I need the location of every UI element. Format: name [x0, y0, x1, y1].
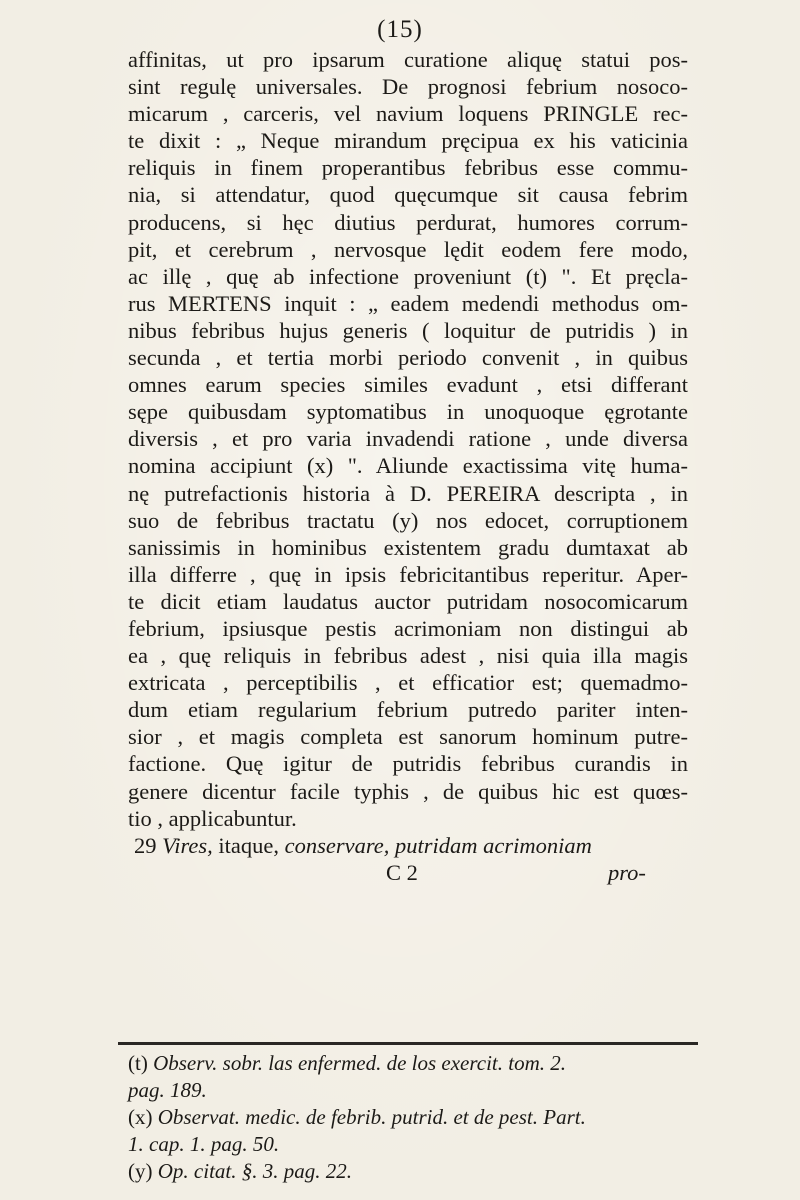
- section-number: 29: [134, 832, 157, 858]
- text-line: ea , quę reliquis in febribus adest , nisi quia illa magis: [128, 643, 688, 669]
- footnote-text: 1. cap. 1. pag. 50.: [128, 1132, 280, 1156]
- footnote-text: Op. citat. §. 3. pag. 22.: [157, 1159, 352, 1183]
- text-line: suo de febribus tractatu (y) nos edocet, corruptionem: [128, 507, 688, 533]
- text-line: nibus febribus hujus generis ( loquitur de putridis ) in: [128, 317, 688, 343]
- footnote-mark: (y): [128, 1159, 153, 1183]
- text-line: reliquis in finem properantibus febribus esse commu-: [128, 155, 688, 181]
- catchword: pro-: [608, 859, 646, 885]
- text-line: nomina accipiunt (x) ". Aliunde exactissima vitę huma-: [128, 453, 688, 479]
- text-line: tio , applicabuntur.: [128, 805, 297, 831]
- text-line: sint regulę universales. De prognosi febrium nosoco-: [128, 74, 688, 100]
- footnote-text: Observ. sobr. las enfermed. de los exercit. tom. 2.: [153, 1051, 567, 1075]
- signature-line: [128, 859, 688, 886]
- text-line: te dixit : „ Neque mirandum pręcipua ex his vaticinia: [128, 128, 688, 154]
- section-italic-vires: Vires,: [162, 832, 213, 858]
- text-line: illa differre , quę in ipsis febricitantibus reperitur. Aper-: [128, 561, 688, 587]
- footnote-mark: (t): [128, 1051, 148, 1075]
- text-line: nia, si attendatur, quod quęcumque sit causa febrim: [128, 182, 688, 208]
- text-line: ac illę , quę ab infectione proveniunt (t) ". Et pręcla-: [128, 263, 688, 289]
- text-line: dum etiam regularium febrium putredo pariter inten-: [128, 697, 688, 723]
- footnote-line: [128, 1104, 688, 1131]
- text-line: diversis , et pro varia invadendi ratione , unde diversa: [128, 426, 688, 452]
- text-line: sior , et magis completa est sanorum hominum putre-: [128, 724, 688, 750]
- footnote-mark: (x): [128, 1105, 153, 1129]
- footnote-rule: [118, 1042, 698, 1045]
- text-line: sępe quibusdam syptomatibus in unoquoque ęgrotante: [128, 399, 688, 425]
- section-italic-conservare: conservare, putridam acrimoniam: [284, 832, 592, 858]
- section-itaque: itaque,: [218, 832, 279, 858]
- page-number: (15): [377, 16, 423, 43]
- text-line: affinitas, ut pro ipsarum curatione aliquę statui pos-: [128, 47, 688, 72]
- text-line: te dicit etiam laudatus auctor putridam nosocomicarum: [128, 588, 688, 614]
- text-line: extricata , perceptibilis , et efficatior est; quemadmo-: [128, 670, 688, 696]
- text-line: pit, et cerebrum , nervosque lędit eodem fere modo,: [128, 236, 688, 262]
- footnote-text: Observat. medic. de febrib. putrid. et de pest. Part.: [157, 1105, 586, 1129]
- text-line: febrium, ipsiusque pestis acrimoniam non distingui ab: [128, 615, 688, 641]
- footnote-line: [128, 1050, 688, 1077]
- footnote-line: [128, 1158, 688, 1185]
- footnote-line: [128, 1131, 688, 1158]
- footnote-line: [128, 1077, 688, 1104]
- text-line: nę putrefactionis historia à D. PEREIRA descripta , in: [128, 480, 688, 506]
- footnotes: [128, 1050, 688, 1185]
- footnote-text: pag. 189.: [128, 1078, 207, 1102]
- text-line: producens, si hęc diutius perdurat, humores corrum-: [128, 209, 688, 235]
- text-line: micarum , carceris, vel navium loquens PRINGLE rec-: [128, 101, 688, 127]
- section-line: [128, 832, 688, 859]
- text-line: omnes earum species similes evadunt , etsi differant: [128, 372, 688, 398]
- signature-mark: C 2: [386, 859, 418, 885]
- text-line: factione. Quę igitur de putridis febribus curandis in: [128, 751, 688, 777]
- text-line: rus MERTENS inquit : „ eadem medendi methodus om-: [128, 290, 688, 316]
- text-line: genere dicentur facile typhis , de quibus hic est quœs-: [128, 778, 688, 804]
- text-line: sanissimis in hominibus existentem gradu dumtaxat ab: [128, 534, 688, 560]
- text-line: secunda , et tertia morbi periodo convenit , in quibus: [128, 345, 688, 371]
- body-text: [128, 46, 688, 886]
